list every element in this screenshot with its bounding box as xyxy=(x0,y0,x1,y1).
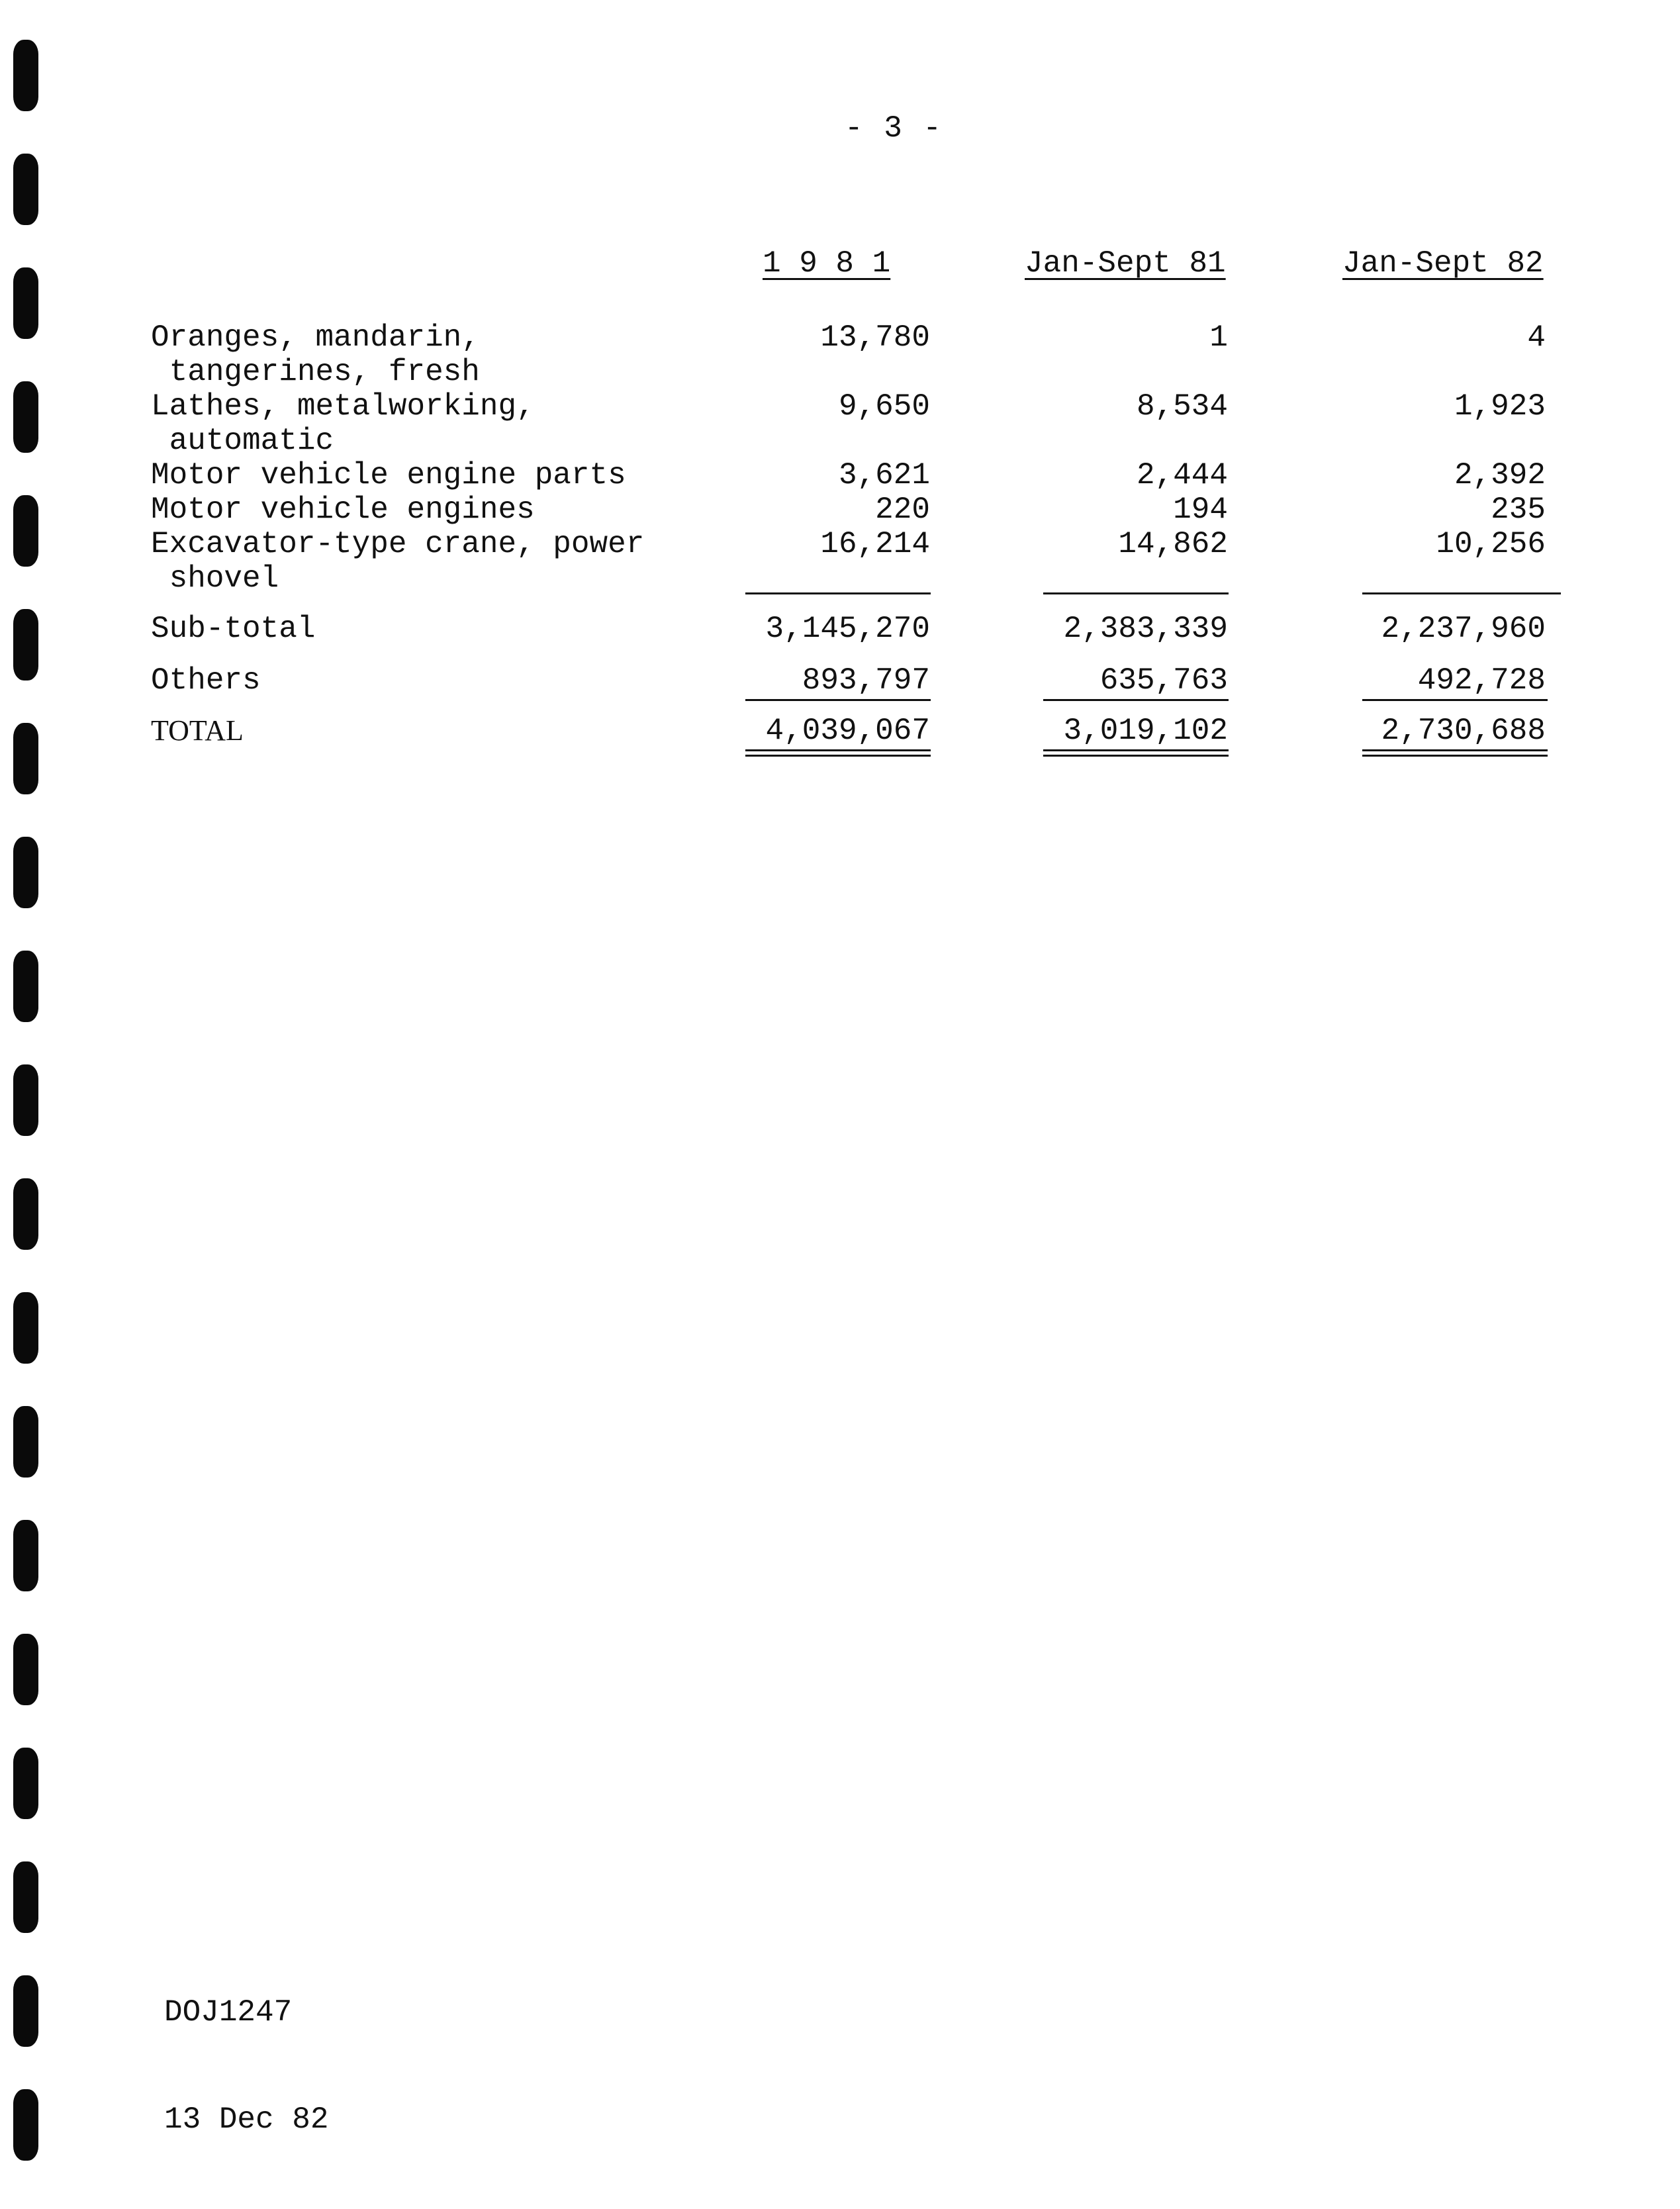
subtotal-label: Sub-total xyxy=(151,612,316,646)
row-label: Excavator-type crane, power shovel xyxy=(151,527,645,596)
value-jan-sept-81: 194 xyxy=(1173,493,1228,527)
value-1981: 220 xyxy=(875,493,930,527)
row-label: Oranges, mandarin, tangerines, fresh xyxy=(151,320,480,389)
others-1981: 893,797 xyxy=(802,663,930,698)
punch-hole xyxy=(13,1861,38,1933)
value-jan-sept-81: 2,444 xyxy=(1136,458,1228,493)
value-1981: 3,621 xyxy=(838,458,930,493)
punch-hole xyxy=(13,1520,38,1591)
punch-hole xyxy=(13,1634,38,1705)
others-jan-sept-82: 492,728 xyxy=(1417,663,1546,698)
value-jan-sept-81: 1 xyxy=(1209,320,1228,355)
total-row xyxy=(0,714,1680,782)
value-jan-sept-81: 14,862 xyxy=(1118,527,1228,561)
value-jan-sept-82: 2,392 xyxy=(1454,458,1546,493)
column-header-1981: 1 9 8 1 xyxy=(763,246,891,281)
value-jan-sept-81: 8,534 xyxy=(1136,389,1228,424)
punch-hole xyxy=(13,40,38,111)
total-double-rule-jan-sept-81 xyxy=(1043,749,1229,751)
punch-hole xyxy=(13,1292,38,1364)
subtotal-rule-jan-sept-82 xyxy=(1362,592,1561,594)
others-label: Others xyxy=(151,663,261,698)
value-jan-sept-82: 10,256 xyxy=(1436,527,1546,561)
punch-hole xyxy=(13,1748,38,1819)
document-date: 13 Dec 82 xyxy=(164,2102,329,2137)
total-jan-sept-82: 2,730,688 xyxy=(1381,714,1546,748)
table-row xyxy=(0,389,1680,458)
page-number: - 3 - xyxy=(844,111,943,146)
value-1981: 16,214 xyxy=(820,527,930,561)
others-rule-jan-sept-82 xyxy=(1362,699,1548,701)
table-row xyxy=(0,320,1680,389)
table-row xyxy=(0,527,1680,596)
punch-hole xyxy=(13,951,38,1022)
row-label: Motor vehicle engines xyxy=(151,493,535,527)
document-code: DOJ1247 xyxy=(164,1995,293,2030)
others-rule-jan-sept-81 xyxy=(1043,699,1229,701)
subtotal-rule-jan-sept-81 xyxy=(1043,592,1229,594)
value-1981: 13,780 xyxy=(820,320,930,355)
total-double-rule-jan-sept-81 xyxy=(1043,755,1229,757)
others-rule-1981 xyxy=(745,699,931,701)
column-header-jan-sept-82: Jan-Sept 82 xyxy=(1342,246,1544,281)
total-double-rule-1981 xyxy=(745,749,931,751)
total-1981: 4,039,067 xyxy=(765,714,930,748)
punch-hole xyxy=(13,154,38,225)
total-double-rule-1981 xyxy=(745,755,931,757)
punch-hole xyxy=(13,1064,38,1136)
subtotal-jan-sept-81: 2,383,339 xyxy=(1063,612,1228,646)
total-label: TOTAL xyxy=(151,714,244,747)
subtotal-jan-sept-82: 2,237,960 xyxy=(1381,612,1546,646)
row-label: Motor vehicle engine parts xyxy=(151,458,626,493)
total-double-rule-jan-sept-82 xyxy=(1362,749,1548,751)
row-label: Lathes, metalworking, automatic xyxy=(151,389,535,458)
column-header-jan-sept-81: Jan-Sept 81 xyxy=(1025,246,1226,281)
total-jan-sept-81: 3,019,102 xyxy=(1063,714,1228,748)
punch-hole xyxy=(13,1975,38,2047)
value-1981: 9,650 xyxy=(838,389,930,424)
value-jan-sept-82: 235 xyxy=(1491,493,1546,527)
document-footer xyxy=(164,1923,328,2209)
value-jan-sept-82: 1,923 xyxy=(1454,389,1546,424)
punch-hole xyxy=(13,837,38,908)
subtotal-rule-1981 xyxy=(745,592,931,594)
others-jan-sept-81: 635,763 xyxy=(1099,663,1228,698)
total-double-rule-jan-sept-82 xyxy=(1362,755,1548,757)
subtotal-1981: 3,145,270 xyxy=(765,612,930,646)
punch-hole xyxy=(13,1406,38,1478)
value-jan-sept-82: 4 xyxy=(1527,320,1546,355)
punch-hole xyxy=(13,1178,38,1250)
punch-hole xyxy=(13,2089,38,2161)
